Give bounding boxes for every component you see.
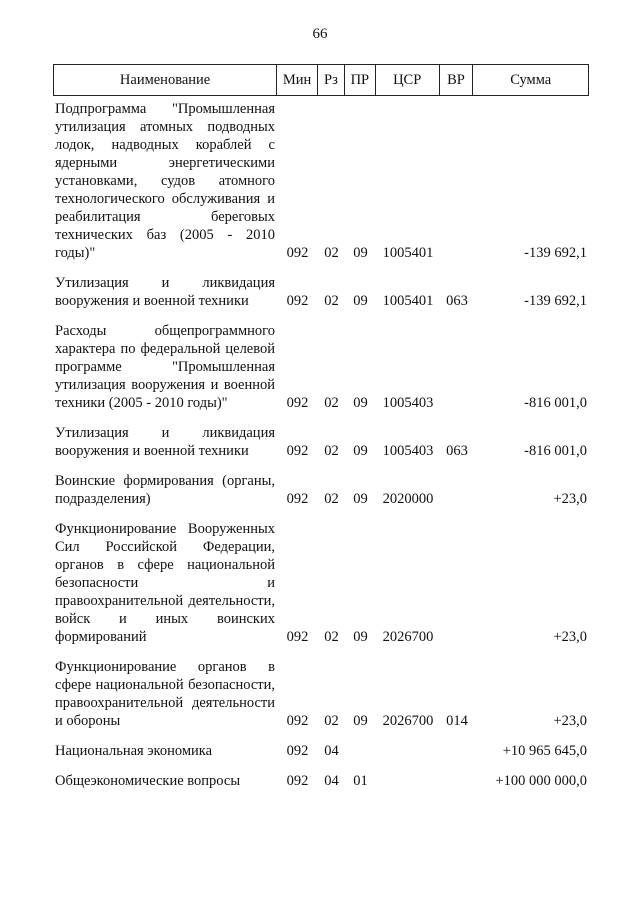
row-csr: 2026700 bbox=[382, 713, 434, 729]
row-csr: 1005401 bbox=[382, 293, 434, 309]
row-pr: 09 bbox=[353, 629, 368, 645]
row-min: 092 bbox=[286, 629, 309, 645]
row-name: Расходы общепрограммного характера по федеральной целевой программе "Промышленная утилизация вооружения и военной техники (2005 - 2010 годы)" bbox=[55, 323, 275, 411]
row-rz: 02 bbox=[324, 629, 339, 645]
row-min: 092 bbox=[286, 773, 309, 789]
budget-table bbox=[53, 64, 589, 790]
row-vr: 014 bbox=[446, 713, 468, 729]
row-sum: +23,0 bbox=[553, 713, 587, 729]
row-min: 092 bbox=[286, 713, 309, 729]
row-csr: 2026700 bbox=[382, 629, 434, 645]
row-sum: -139 692,1 bbox=[524, 293, 587, 309]
row-min: 092 bbox=[286, 743, 309, 759]
header-min: Мин bbox=[277, 65, 318, 95]
header-csr: ЦСР bbox=[376, 65, 440, 95]
row-pr: 09 bbox=[353, 491, 368, 507]
row-pr: 09 bbox=[353, 443, 368, 459]
row-pr: 01 bbox=[353, 773, 368, 789]
row-name: Функционирование Вооруженных Сил Российской Федерации, органов в сфере национальной безопасности и правоохранительной деятельности, войск и иных воинских формирований bbox=[55, 521, 275, 645]
table-row bbox=[53, 742, 589, 760]
row-sum: -816 001,0 bbox=[524, 395, 587, 411]
row-rz: 02 bbox=[324, 293, 339, 309]
table-row bbox=[53, 472, 589, 508]
table-row bbox=[53, 100, 589, 262]
row-rz: 02 bbox=[324, 245, 339, 261]
header-sum: Сумма bbox=[510, 71, 552, 88]
row-rz: 02 bbox=[324, 491, 339, 507]
row-sum: -816 001,0 bbox=[524, 443, 587, 459]
row-csr: 1005403 bbox=[382, 443, 434, 459]
row-csr: 2020000 bbox=[382, 491, 434, 507]
page-number: 66 bbox=[312, 26, 328, 42]
row-min: 092 bbox=[286, 395, 309, 411]
row-rz: 04 bbox=[324, 743, 339, 759]
row-min: 092 bbox=[286, 245, 309, 261]
row-csr: 1005403 bbox=[382, 395, 434, 411]
table-row bbox=[53, 322, 589, 412]
row-name: Общеэкономические вопросы bbox=[55, 773, 241, 789]
row-min: 092 bbox=[286, 443, 309, 459]
row-rz: 02 bbox=[324, 713, 339, 729]
row-pr: 09 bbox=[353, 713, 368, 729]
row-rz: 04 bbox=[324, 773, 339, 789]
header-name: Наименование bbox=[54, 65, 277, 95]
row-sum: +23,0 bbox=[553, 491, 587, 507]
row-min: 092 bbox=[286, 293, 309, 309]
row-name: Утилизация и ликвидация вооружения и военной техники bbox=[55, 275, 275, 309]
row-sum: -139 692,1 bbox=[524, 245, 587, 261]
row-pr: 09 bbox=[353, 245, 368, 261]
row-name: Национальная экономика bbox=[55, 743, 213, 759]
row-sum: +23,0 bbox=[553, 629, 587, 645]
header-pr: ПР bbox=[345, 65, 376, 95]
table-row bbox=[53, 772, 589, 790]
row-rz: 02 bbox=[324, 443, 339, 459]
row-rz: 02 bbox=[324, 395, 339, 411]
table-row bbox=[53, 424, 589, 460]
row-pr: 09 bbox=[353, 395, 368, 411]
row-vr: 063 bbox=[446, 293, 468, 309]
row-sum: +100 000 000,0 bbox=[495, 773, 587, 789]
table-row bbox=[53, 274, 589, 310]
row-name: Подпрограмма "Промышленная утилизация атомных подводных лодок, надводных кораблей с ядерными энергетическими установками, судов атомного технологического обслуживания и реабилитация береговых технических баз (2005 - 2010 годы)" bbox=[55, 101, 275, 261]
table-row bbox=[53, 658, 589, 730]
row-name: Функционирование органов в сфере национальной безопасности, правоохранительной деятельности и обороны bbox=[55, 659, 275, 729]
row-name: Утилизация и ликвидация вооружения и военной техники bbox=[55, 425, 275, 459]
header-vr: ВР bbox=[440, 65, 474, 95]
row-vr: 063 bbox=[446, 443, 468, 459]
row-min: 092 bbox=[286, 491, 309, 507]
table-header bbox=[53, 64, 589, 96]
row-name: Воинские формирования (органы, подразделения) bbox=[55, 473, 275, 507]
table-row bbox=[53, 520, 589, 646]
header-rz: Рз bbox=[318, 65, 345, 95]
row-pr: 09 bbox=[353, 293, 368, 309]
row-sum: +10 965 645,0 bbox=[502, 743, 587, 759]
row-csr: 1005401 bbox=[382, 245, 434, 261]
